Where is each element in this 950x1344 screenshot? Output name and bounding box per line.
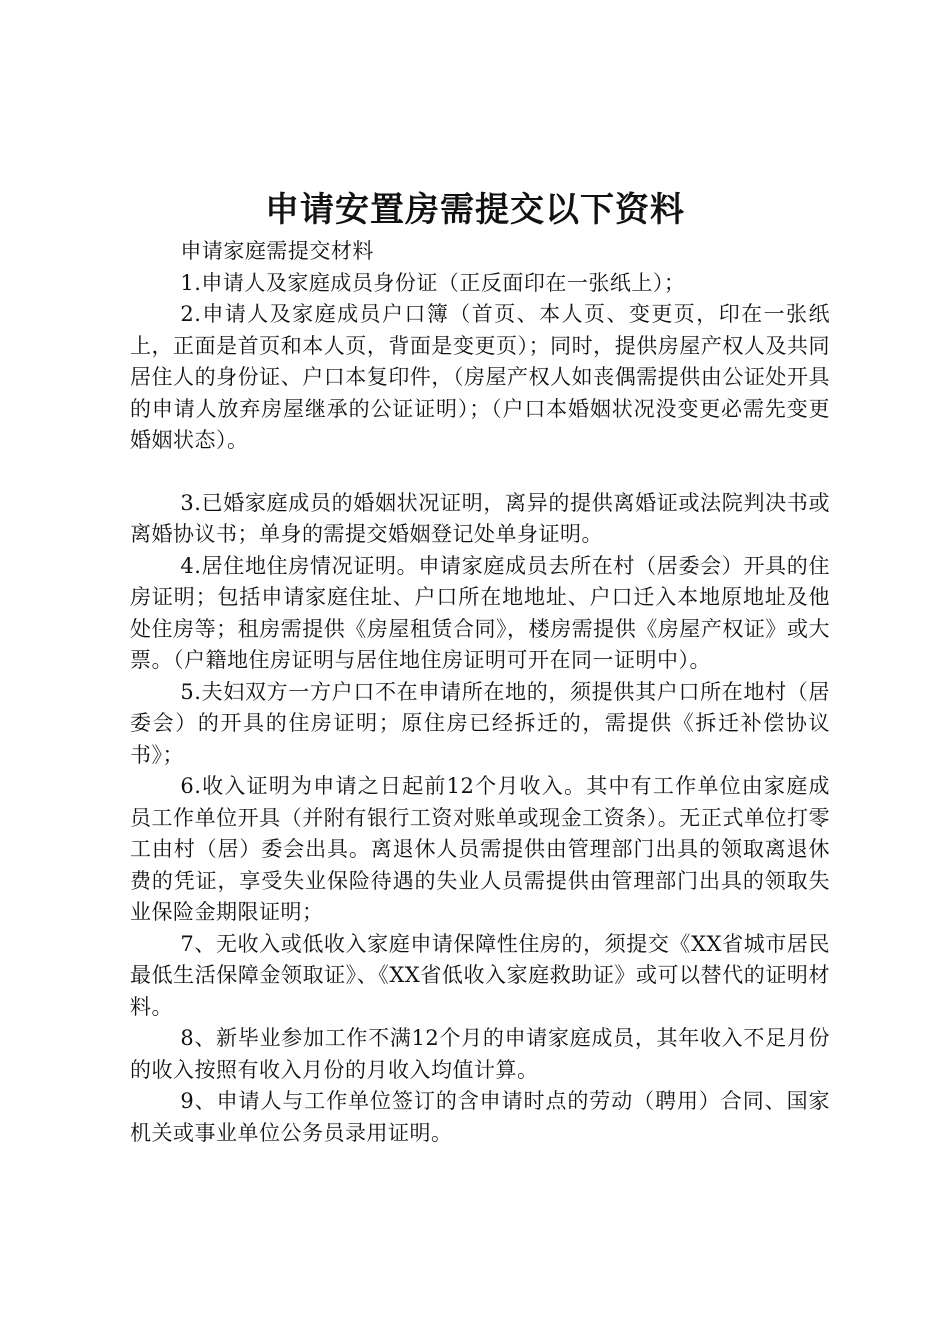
- paragraph-item-8: 8、新毕业参加工作不满12个月的申请家庭成员，其年收入不足月份的收入按照有收入月份的月收入均值计算。: [130, 1026, 830, 1082]
- document-body: [130, 236, 830, 1149]
- paragraph-item-1: 1.申请人及家庭成员身份证（正反面印在一张纸上）；: [180, 270, 686, 295]
- paragraph-item-6: 6.收入证明为申请之日起前12个月收入。其中有工作单位由家庭成员工作单位开具（并附有银行工资对账单或现金工资条）。无正式单位打零工由村（居）委会出具。离退休人员需提供由管理部门出具的领取离退休费的凭证，享受失业保险待遇的失业人员需提供由管理部门出具的领取失业保险金期限证明；: [130, 774, 830, 924]
- paragraph-item-7: 7、无收入或低收入家庭申请保障性住房的，须提交《XX省城市居民最低生活保障金领取证》、《XX省低收入家庭救助证》或可以替代的证明材料。: [130, 931, 830, 1019]
- paragraph-intro: 申请家庭需提交材料: [180, 239, 374, 263]
- paragraph-item-4: 4.居住地住房情况证明。申请家庭成员去所在村（居委会）开具的住房证明；包括申请家庭住址、户口所在地地址、户口迁入本地原地址及他处住房等；租房需提供《房屋租赁合同》，楼房需提供《房屋产权证》或大票。（户籍地住房证明与居住地住房证明可开在同一证明中）。: [130, 553, 830, 672]
- paragraph-item-3: 3.已婚家庭成员的婚姻状况证明，离异的提供离婚证或法院判决书或离婚协议书；单身的需提交婚姻登记处单身证明。: [130, 490, 830, 546]
- paragraph-item-5: 5.夫妇双方一方户口不在申请所在地的，须提供其户口所在地村（居委会）的开具的住房证明；原住房已经拆迁的，需提供《拆迁补偿协议书》；: [130, 679, 830, 767]
- paragraph-item-2: 2.申请人及家庭成员户口簿（首页、本人页、变更页，印在一张纸上，正面是首页和本人页，背面是变更页）；同时，提供房屋产权人及共同居住人的身份证、户口本复印件，（房屋产权人如丧偶需提供由公证处开具的申请人放弃房屋继承的公证证明）；（户口本婚姻状况没变更必需先变更婚姻状态）。: [130, 302, 830, 452]
- document-title: 申请安置房需提交以下资料: [265, 190, 685, 230]
- paragraph-item-9: 9、申请人与工作单位签订的含申请时点的劳动（聘用）合同、国家机关或事业单位公务员录用证明。: [130, 1089, 830, 1145]
